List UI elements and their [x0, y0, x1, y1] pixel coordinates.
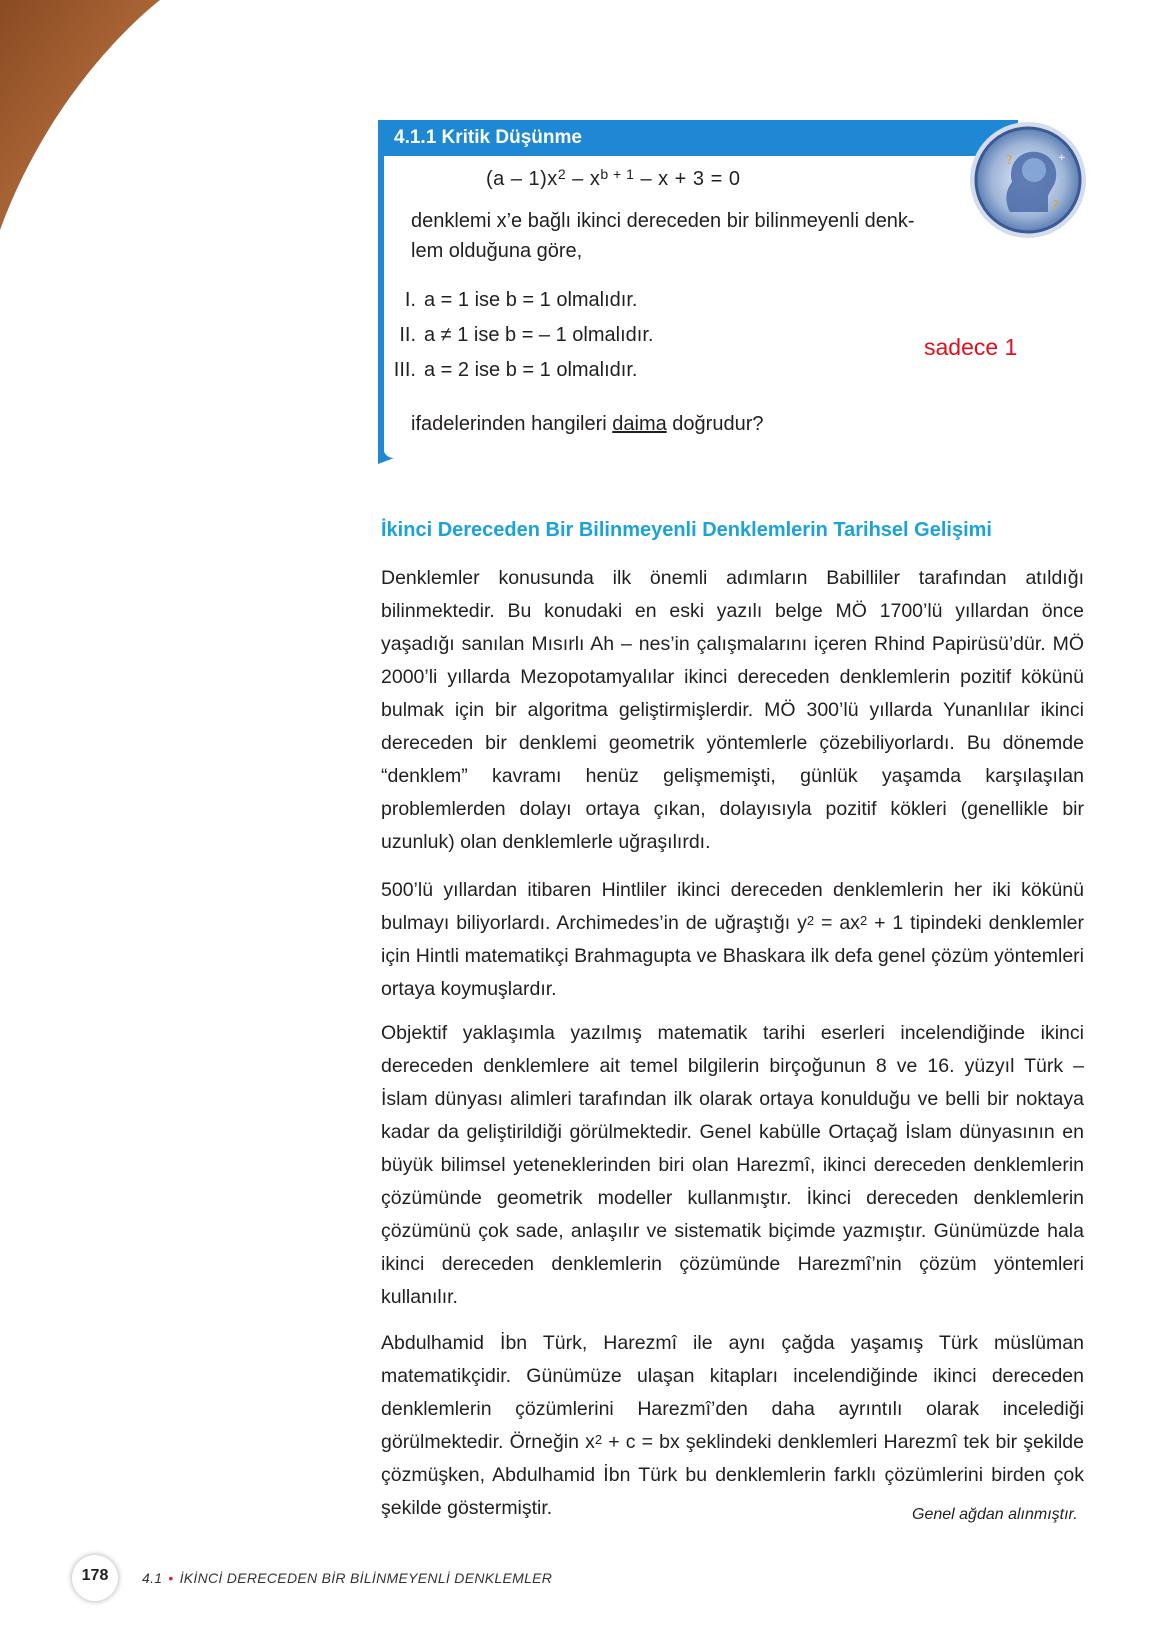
section-heading: İkinci Dereceden Bir Bilinmeyenli Denklemlerin Tarihsel Gelişimi: [381, 519, 992, 541]
svg-text:?: ?: [1052, 199, 1059, 214]
option-number: II.: [399, 324, 416, 346]
text-run: = ax: [814, 912, 860, 934]
quadratic-equation: [486, 168, 740, 191]
paragraph-text: Objektif yaklaşımla yazılmış matematik tarihi eserleri incelendiğinde ikinci dereceden denklemlere ait temel bilgilerin birçoğunun 8 ve 16. yüzyıl Türk – İslam dünyası alimleri tarafından ilk olarak ortaya konulduğu ve belli bir noktaya kadar da geliştirildiği görülmektedir. Genel kabülle Ortaçağ İslam dünyasının en büyük bilimsel yeteneklerinden biri olan Harezmî, ikinci dereceden denklemlerin çözümünde geometrik modeller kullanmıştır. İkinci dereceden denklemlerin çözümünü çok sade, anlaşılır ve sistematik biçimde yazmıştır. Günümüzde hala ikinci dereceden denklemlerin çözümünde Harezmî’nin çözüm yöntemleri kullanılır.: [381, 1022, 1084, 1308]
question-pre: ifadelerinden hangileri: [411, 413, 613, 435]
text-run: Abdulhamid İbn Türk, Harezmî ile aynı çağda yaşamış Türk müslüman matematikçidir. Günümüze ulaşan kitapları incelendiğinde ikinci dereceden denklemlerin çözümlerini Harezmî’den daha ayrıntılı olarak incelediği görülmektedir. Örneğin x: [381, 1332, 1084, 1453]
paragraph-text: Denklemler konusunda ilk önemli adımların Babilliler tarafından atıldığı bilinmektedir. Bu konudaki en eski yazılı belge MÖ 1700’lü yıllardan önce yaşadığı sanılan Mısırlı Ah – nes’in çalışmalarını içeren Rhind Papirüsü’dür. MÖ 2000’li yıllarda Mezopotamyalılar ikinci dereceden denklemlerin pozitif kökünü bulmak için bir algoritma geliştirmişlerdir. MÖ 300’lü yıllarda Yunanlılar ikinci dereceden bir denklemi geometrik yöntemlerle çözebiliyorlardı. Bu dönemde “denklem” kavramı henüz gelişmemişti, günlük yaşamda karşılaşılan problemlerden dolayı ortaya çıkan, dolayısıyla pozitif kökleri (genellikle bir uzunluk) olan denklemlerle uğraşılırdı.: [381, 567, 1084, 853]
text-run: 500’lü yıllardan itibaren Hintliler ikinci dereceden denklemlerin her iki kökünü bulmayı biliyorlardı. Archimedes’in de uğraştığı y: [381, 879, 1084, 934]
bullet-dot-icon: •: [168, 1570, 174, 1586]
option-1: [374, 289, 637, 312]
option-number: I.: [404, 289, 416, 311]
question-underlined-word: daima: [612, 413, 667, 435]
critical-thinking-left-bar: [378, 120, 384, 455]
footer-running-title: [142, 1570, 552, 1586]
source-note: Genel ağdan alınmıştır.: [912, 1506, 1078, 1523]
svg-text:?: ?: [1006, 153, 1013, 167]
box-tail-decoration: [378, 440, 398, 464]
equation-part: – x + 3 = 0: [634, 168, 741, 190]
text-run: + 1 tipindeki denklemler için Hintli matematikçi Brahmagupta ve Bhaskara ilk defa genel çözüm yöntemleri ortaya koymuşlardır.: [381, 912, 1085, 1000]
page-number: 178: [81, 1567, 109, 1584]
exponent: 2: [859, 913, 868, 928]
footer-section-title: İKİNCİ DERECEDEN BİR BİLİNMEYENLİ DENKLEMLER: [179, 1570, 553, 1586]
option-2: [374, 324, 653, 347]
exponent: 2: [806, 913, 815, 928]
equation-exponent: b + 1: [600, 166, 635, 182]
option-text: a = 1 ise b = 1 olmalıdır.: [424, 289, 638, 311]
paragraph-1: [381, 562, 1084, 859]
corner-decoration: [0, 0, 170, 240]
equation-part: (a – 1)x: [486, 168, 558, 190]
question-line: [411, 409, 763, 439]
paragraph-4: [381, 1327, 1084, 1525]
option-text: a = 2 ise b = 1 olmalıdır.: [424, 359, 638, 381]
footer-section-number: 4.1: [142, 1570, 163, 1586]
critical-thinking-title: 4.1.1 Kritik Düşünme: [394, 127, 582, 148]
handwritten-answer-note: sadece 1: [924, 334, 1018, 360]
equation-exponent: 2: [557, 166, 567, 182]
equation-part: – x: [566, 168, 601, 190]
paragraph-2: [381, 874, 1084, 1006]
paragraph-text: [381, 1327, 1084, 1525]
prompt-line-1: denklemi x’e bağlı ikinci dereceden bir bilinmeyenli denk-: [411, 210, 915, 232]
exponent: 2: [594, 1432, 603, 1447]
question-post: doğrudur?: [666, 413, 764, 435]
option-text: a ≠ 1 ise b = – 1 olmalıdır.: [424, 324, 654, 346]
paragraph-3: [381, 1017, 1084, 1314]
option-3: [374, 359, 637, 382]
text-run: + c = bx şeklindeki denklemleri Harezmî tek bir şekilde çözmüşken, Abdulhamid İbn Türk bu denklemlerin farklı çözümlerini birden çok şekilde göstermiştir.: [381, 1431, 1084, 1519]
svg-text:+: +: [1058, 153, 1066, 163]
paragraph-text: [381, 874, 1084, 1006]
prompt-line-2: lem olduğuna göre,: [411, 240, 583, 262]
option-number: III.: [393, 359, 416, 381]
brain-head-icon: [968, 120, 1088, 240]
